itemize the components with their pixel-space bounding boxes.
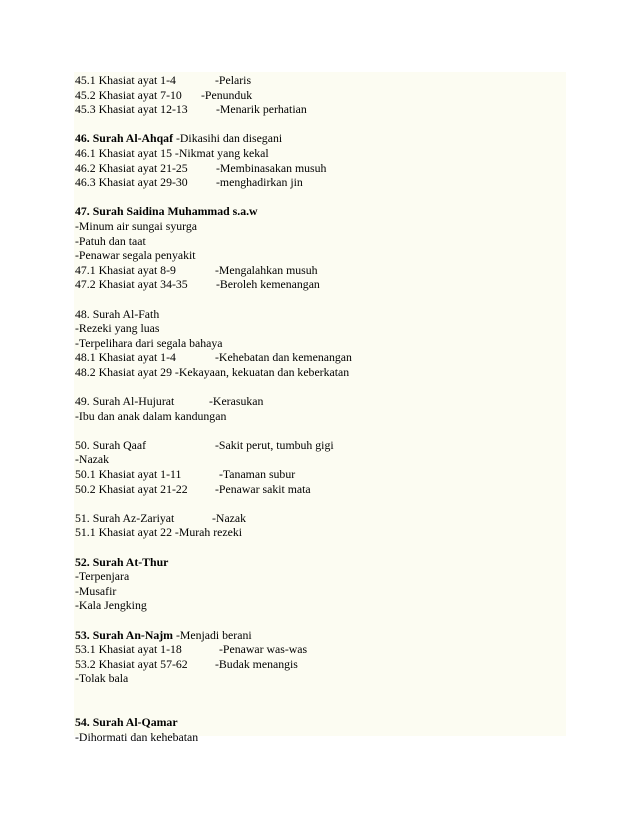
line-text: -Patuh dan taat [75,233,146,248]
section-gap [75,701,565,716]
line-note: -Penawar was-was [219,642,308,657]
text-line [75,569,565,584]
section-gap [75,686,565,701]
line-text: 45.2 Khasiat ayat 7-10 [75,87,182,102]
line-note: -menghadirkan jin [216,175,303,190]
line-note: -Kehebatan dan kemenangan [215,350,352,365]
text-line [75,467,565,482]
line-text: 50.2 Khasiat ayat 21-22 [75,481,188,496]
section-heading [75,555,565,570]
section-gap [75,190,565,205]
line-text: 51.1 Khasiat ayat 22 -Murah rezeki [75,525,243,540]
line-text: 48.1 Khasiat ayat 1-4 [75,350,176,365]
text-line [75,277,565,292]
section-title-note: -Dikasihi dan disegani [173,131,283,146]
section-title: 54. Surah Al-Qamar [75,715,178,730]
line-text: -Penawar segala penyakit [75,248,196,263]
line-text: 50. Surah Qaaf [75,437,147,452]
section-gap [75,613,565,628]
line-text: 50.1 Khasiat ayat 1-11 [75,467,182,482]
section-heading [75,715,565,730]
text-line [75,161,565,176]
text-line [75,671,565,686]
section-gap [75,496,565,511]
line-text: -Nazak [75,452,110,467]
text-line [75,511,565,526]
line-text: 47.1 Khasiat ayat 8-9 [75,262,176,277]
line-note: -Tanaman subur [219,467,296,482]
text-line [75,175,565,190]
section-title-note: -Menjadi berani [173,627,252,642]
text-line [75,248,565,263]
line-text: 47.2 Khasiat ayat 34-35 [75,277,188,292]
section-gap [75,540,565,555]
line-note: -Sakit perut, tumbuh gigi [215,437,334,452]
line-text: 46.2 Khasiat ayat 21-25 [75,160,188,175]
line-text: 53.1 Khasiat ayat 1-18 [75,642,182,657]
section-heading [75,131,565,146]
section-gap [75,379,565,394]
line-note: -Kerasukan [209,394,264,409]
line-note: -Mengalahkan musuh [215,262,318,277]
line-text: 49. Surah Al-Hujurat [75,394,175,409]
text-line [75,234,565,249]
section-gap [75,292,565,307]
text-line [75,219,565,234]
line-note: -Nazak [212,510,247,525]
line-text: -Rezeki yang luas [75,321,160,336]
section-title: 47. Surah Saidina Muhammad s.a.w [75,204,258,219]
line-text: -Ibu dan anak dalam kandungan [75,408,227,423]
line-text: -Kala Jengking [75,598,147,613]
section-title: 53. Surah An-Najm [75,627,173,642]
line-note: -Pelaris [215,73,252,87]
text-line [75,452,565,467]
text-line [75,336,565,351]
line-note: -Penunduk [201,87,253,102]
text-line [75,88,565,103]
line-text: 51. Surah Az-Zariyat [75,510,175,525]
section-heading: 48. Surah Al-Fath [75,306,160,321]
line-note: -Penawar sakit mata [215,481,311,496]
text-line [75,321,565,336]
line-text: 45.3 Khasiat ayat 12-13 [75,102,188,117]
section-gap [75,423,565,438]
text-line [75,365,565,380]
text-line [75,438,565,453]
text-line [75,394,565,409]
line-text: 53.2 Khasiat ayat 57-62 [75,656,188,671]
text-line [75,482,565,497]
text-line [75,102,565,117]
line-text: -Dihormati dan kehebatan [75,729,199,744]
line-text: 46.3 Khasiat ayat 29-30 [75,175,188,190]
text-line [75,350,565,365]
text-line [75,525,565,540]
section-gap [75,117,565,132]
line-text: 48.2 Khasiat ayat 29 -Kekayaan, kekuatan dan keberkatan [75,364,350,379]
line-text: -Terpenjara [75,569,130,584]
line-note: -Budak menangis [215,656,298,671]
text-line [75,146,565,161]
line-note: -Menarik perhatian [216,102,307,117]
text-line [75,642,565,657]
text-line [75,409,565,424]
section-heading [75,204,565,219]
section-title: 46. Surah Al-Ahqaf [75,131,174,146]
section-title: 52. Surah At-Thur [75,554,169,569]
text-line [75,730,565,745]
text-line [75,657,565,672]
text-line [75,73,565,88]
line-text: -Terpelihara dari segala bahaya [75,335,223,350]
section-heading [75,628,565,643]
line-text: 45.1 Khasiat ayat 1-4 [75,73,176,87]
line-text: 46.1 Khasiat ayat 15 -Nikmat yang kekal [75,145,269,160]
line-text: -Musafir [75,583,117,598]
text-line [75,584,565,599]
line-text: -Minum air sungai syurga [75,218,197,233]
document-body [75,73,565,744]
text-line [75,598,565,613]
text-line [75,263,565,278]
line-text: -Tolak bala [75,671,129,686]
line-note: -Beroleh kemenangan [216,277,320,292]
line-note: -Membinasakan musuh [216,160,327,175]
